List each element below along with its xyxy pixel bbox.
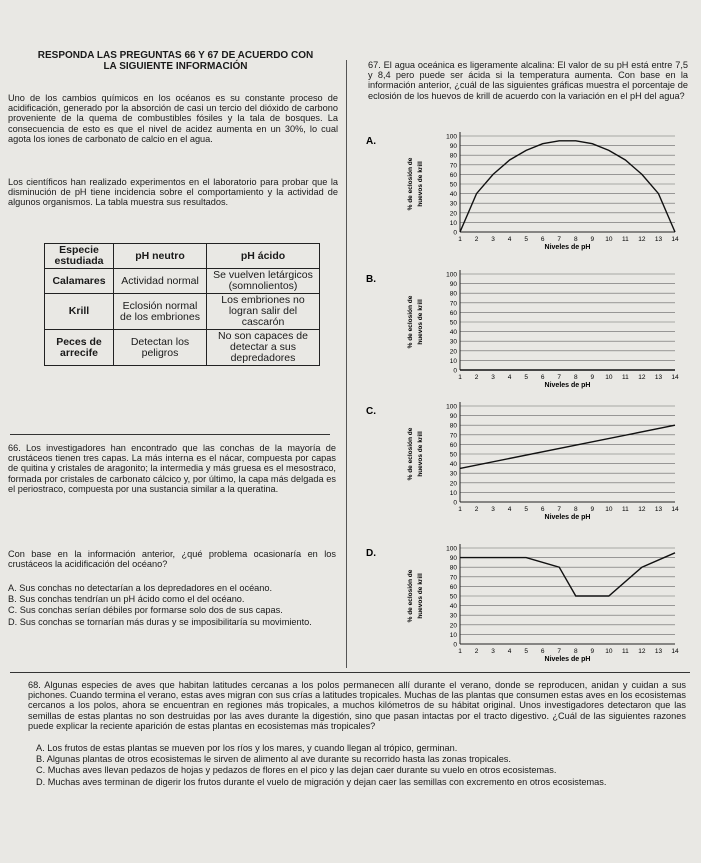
q66-options <box>8 583 336 627</box>
table-cell: Los embriones no logran salir del cascarón <box>207 294 320 330</box>
x-tick-label: 8 <box>573 648 578 655</box>
x-tick-label: 4 <box>507 648 512 655</box>
y-axis-title: huevos de krill <box>417 161 424 207</box>
x-tick-label: 10 <box>605 648 613 655</box>
x-tick-label: 12 <box>638 374 646 381</box>
x-tick-label: 8 <box>573 374 578 381</box>
table-header-row <box>45 244 320 269</box>
y-tick-label: 40 <box>449 329 457 337</box>
y-axis-title: huevos de krill <box>417 573 424 619</box>
y-tick-label: 20 <box>449 348 457 356</box>
y-axis-title: % de eclosión de <box>407 295 414 349</box>
x-tick-label: 11 <box>622 374 629 381</box>
x-tick-label: 9 <box>590 374 595 381</box>
x-tick-label: 13 <box>654 648 663 655</box>
table-header-cell: Especie estudiada <box>45 244 114 269</box>
x-tick-label: 7 <box>557 374 562 381</box>
y-tick-label: 10 <box>449 631 457 639</box>
y-axis-title: huevos de krill <box>417 431 424 477</box>
y-tick-label: 60 <box>449 171 457 179</box>
x-tick-label: 5 <box>524 236 528 243</box>
chart-label: A. <box>366 136 376 147</box>
x-tick-label: 11 <box>622 648 629 655</box>
y-tick-label: 50 <box>449 451 457 459</box>
y-tick-label: 70 <box>449 432 457 440</box>
x-tick-label: 5 <box>524 648 528 655</box>
y-tick-label: 100 <box>446 271 457 279</box>
x-tick-label: 2 <box>474 374 479 381</box>
y-tick-label: 100 <box>446 133 457 141</box>
q68-text: 68. Algunas especies de aves que habitan latitudes cercanas a los polos permanecen allí durante el verano, donde se reproducen, anidan y cuidan a sus pichones. Cuando termina el verano, estas aves migran con sus crías a latitudes tropicales. Muchas de las plantas que consumen estas aves en los ecosistemas cercanos a los polos, ahora se encuentran en regiones más tropicales, a muchos kilómetros de su hábitat original. Unos investigadores detectaron que las semillas de estas plantas no son destruidas por las aves durante la digestión, sino que pasan intactas por el tracto digestivo. ¿Cuál de las siguientes razones puede explicar la reciente aparición de estas plantas en ecosistemas más tropicales? <box>28 680 686 731</box>
x-tick-label: 7 <box>557 236 562 243</box>
x-tick-label: 5 <box>524 374 528 381</box>
table-cell: No son capaces de detectar a sus depredadores <box>207 330 320 366</box>
x-tick-label: 7 <box>557 648 562 655</box>
chart-label: D. <box>366 548 376 559</box>
column-divider <box>346 60 347 668</box>
y-tick-label: 50 <box>449 593 457 601</box>
x-tick-label: 13 <box>654 506 663 513</box>
y-tick-label: 40 <box>449 461 457 469</box>
x-tick-label: 12 <box>638 236 646 243</box>
y-tick-label: 80 <box>449 422 457 430</box>
table-cell: Se vuelven letárgicos (somnolientos) <box>207 269 320 294</box>
series-line <box>460 553 675 596</box>
x-tick-label: 6 <box>540 648 545 655</box>
x-tick-label: 7 <box>557 506 562 513</box>
intro-paragraph-1: Uno de los cambios químicos en los océanos es su constante proceso de acidificación, generado por la absorción de casi un tercio del dióxido de carbono proveniente de la quema de combustibles fósiles y la tala de bosques. La consecuencia de esto es que el nivel de acidez aumenta en un 30%, lo cual agota los iones de carbonato de calcio en el agua. <box>8 93 338 144</box>
y-axis-title: % de eclosión de <box>407 427 414 481</box>
y-tick-label: 0 <box>453 641 457 649</box>
table-row <box>45 294 320 330</box>
table-header-cell: pH ácido <box>207 244 320 269</box>
table-row <box>45 330 320 366</box>
results-table <box>44 243 320 366</box>
x-tick-label: 1 <box>458 236 462 243</box>
x-tick-label: 1 <box>458 374 462 381</box>
x-tick-label: 6 <box>540 374 545 381</box>
x-tick-label: 13 <box>654 236 663 243</box>
table-cell: Peces de arrecife <box>45 330 114 366</box>
q67-text: 67. El agua oceánica es ligeramente alcalina: El valor de su pH está entre 7,5 y 8,4 pero puede ser ácida si la temperatura aumenta. Con base en la información anterior, ¿cuál de las siguientes gráficas muestra el porcentaje de eclosión de los huevos de krill de acuerdo con la variación en el pH del agua? <box>368 60 688 101</box>
y-tick-label: 70 <box>449 300 457 308</box>
y-axis-title: huevos de krill <box>417 299 424 345</box>
series-line <box>460 425 675 468</box>
q66-text: 66. Los investigadores han encontrado que las conchas de la mayoría de crustáceos tienen tres capas. La más interna es el nácar, compuesta por capas de quitina y cristales de aragonito; la intermedia y más gruesa es el mesostraco, formada por cristales de carbonato cálcico y, por último, la capa más delgada es el periostraco, compuesta por una sustancia similar a la queratina. <box>8 443 336 494</box>
x-axis-title: Niveles de pH <box>544 514 591 521</box>
y-tick-label: 10 <box>449 489 457 497</box>
x-tick-label: 14 <box>671 236 679 243</box>
x-tick-label: 4 <box>507 506 512 513</box>
section-heading <box>8 50 343 72</box>
x-tick-label: 9 <box>590 648 595 655</box>
q66-option-b[interactable]: B. Sus conchas tendrían un pH ácido como el del océano. <box>8 594 245 605</box>
q68-option-d[interactable]: D. Muchas aves terminan de digerir los frutos durante el vuelo de migración y dejan caer las semillas con excremento en otros ecosistemas. <box>36 776 607 787</box>
divider <box>10 434 330 435</box>
x-tick-label: 14 <box>671 648 679 655</box>
table-row <box>45 269 320 294</box>
chart-label: C. <box>366 406 376 417</box>
y-tick-label: 70 <box>449 574 457 582</box>
y-tick-label: 60 <box>449 441 457 449</box>
q68-option-b[interactable]: B. Algunas plantas de otros ecosistemas le sirven de alimento al ave durante su recorrido hasta las zonas tropicales. <box>36 754 511 765</box>
x-tick-label: 11 <box>622 506 629 513</box>
y-tick-label: 100 <box>446 403 457 411</box>
y-tick-label: 100 <box>446 545 457 553</box>
table-cell: Calamares <box>45 269 114 294</box>
y-tick-label: 60 <box>449 309 457 317</box>
x-tick-label: 12 <box>638 648 646 655</box>
x-tick-label: 1 <box>458 506 462 513</box>
x-tick-label: 6 <box>540 506 545 513</box>
y-tick-label: 50 <box>449 181 457 189</box>
y-tick-label: 10 <box>449 357 457 365</box>
x-tick-label: 3 <box>491 506 495 513</box>
intro-paragraph-2: Los científicos han realizado experimentos en el laboratorio para probar que la disminución de pH tiene incidencia sobre el comportamiento y la actividad de algunos organismos. La tabla muestra sus resultados. <box>8 177 338 208</box>
y-tick-label: 90 <box>449 555 457 563</box>
y-tick-label: 10 <box>449 219 457 227</box>
y-tick-label: 50 <box>449 319 457 327</box>
y-tick-label: 90 <box>449 413 457 421</box>
x-tick-label: 5 <box>524 506 528 513</box>
y-tick-label: 60 <box>449 583 457 591</box>
y-tick-label: 40 <box>449 191 457 199</box>
x-axis-title: Niveles de pH <box>544 656 591 663</box>
x-tick-label: 10 <box>605 506 613 513</box>
x-tick-label: 4 <box>507 236 512 243</box>
x-tick-label: 13 <box>654 374 663 381</box>
x-tick-label: 9 <box>590 236 595 243</box>
x-tick-label: 8 <box>573 236 578 243</box>
q66-option-a[interactable]: A. Sus conchas no detectarían a los depredadores en el océano. <box>8 583 273 593</box>
x-axis-title: Niveles de pH <box>544 382 591 389</box>
table-cell: Eclosión normal de los embriones <box>114 294 207 330</box>
x-tick-label: 3 <box>491 236 495 243</box>
y-tick-label: 20 <box>449 622 457 630</box>
divider <box>10 672 690 673</box>
x-tick-label: 3 <box>491 374 495 381</box>
series-line <box>460 141 675 232</box>
x-tick-label: 9 <box>590 506 595 513</box>
x-tick-label: 10 <box>605 236 613 243</box>
section-heading-line2: LA SIGUIENTE INFORMACIÓN <box>103 61 248 72</box>
x-tick-label: 1 <box>458 648 462 655</box>
y-tick-label: 30 <box>449 200 457 208</box>
q66-question: Con base en la información anterior, ¿qué problema ocasionaría en los crustáceos la acidificación del océano? <box>8 549 336 570</box>
x-tick-label: 11 <box>622 236 629 243</box>
y-tick-label: 90 <box>449 281 457 289</box>
y-tick-label: 20 <box>449 210 457 218</box>
y-tick-label: 30 <box>449 612 457 620</box>
x-tick-label: 8 <box>573 506 578 513</box>
y-tick-label: 80 <box>449 152 457 160</box>
x-tick-label: 12 <box>638 506 646 513</box>
q68-options <box>36 743 686 787</box>
q66-option-d[interactable]: D. Sus conchas se tornarían más duras y se imposibilitaría su movimiento. <box>8 616 312 627</box>
x-tick-label: 4 <box>507 374 512 381</box>
y-axis-title: % de eclosión de <box>407 569 414 623</box>
x-tick-label: 2 <box>474 648 479 655</box>
y-tick-label: 0 <box>453 499 457 507</box>
q66-option-c[interactable]: C. Sus conchas serían débiles por formarse solo dos de sus capas. <box>8 605 283 616</box>
table-cell: Krill <box>45 294 114 330</box>
y-tick-label: 30 <box>449 470 457 478</box>
y-tick-label: 80 <box>449 564 457 572</box>
x-tick-label: 2 <box>474 506 479 513</box>
y-tick-label: 0 <box>453 229 457 237</box>
y-tick-label: 20 <box>449 480 457 488</box>
y-tick-label: 0 <box>453 367 457 375</box>
y-axis-title: % de eclosión de <box>407 157 414 211</box>
x-tick-label: 2 <box>474 236 479 243</box>
x-tick-label: 14 <box>671 506 679 513</box>
y-tick-label: 70 <box>449 162 457 170</box>
q68-option-a[interactable]: A. Los frutos de estas plantas se mueven por los ríos y los mares, y cuando llegan al trópico, germinan. <box>36 743 458 753</box>
x-tick-label: 6 <box>540 236 545 243</box>
table-cell: Actividad normal <box>114 269 207 294</box>
x-tick-label: 10 <box>605 374 613 381</box>
x-axis-title: Niveles de pH <box>544 244 591 251</box>
chart-label: B. <box>366 274 376 285</box>
x-tick-label: 14 <box>671 374 679 381</box>
y-tick-label: 30 <box>449 338 457 346</box>
y-tick-label: 90 <box>449 143 457 151</box>
x-tick-label: 3 <box>491 648 495 655</box>
y-tick-label: 40 <box>449 603 457 611</box>
section-heading-line1: RESPONDA LAS PREGUNTAS 66 Y 67 DE ACUERDO CON <box>37 50 314 61</box>
table-cell: Detectan los peligros <box>114 330 207 366</box>
q68-option-c[interactable]: C. Muchas aves llevan pedazos de hojas y pedazos de flores en el pico y las dejan caer durante su vuelo en otros ecosistemas. <box>36 765 557 776</box>
y-tick-label: 80 <box>449 290 457 298</box>
charts-area <box>360 128 690 668</box>
table-header-cell: pH neutro <box>114 244 207 269</box>
